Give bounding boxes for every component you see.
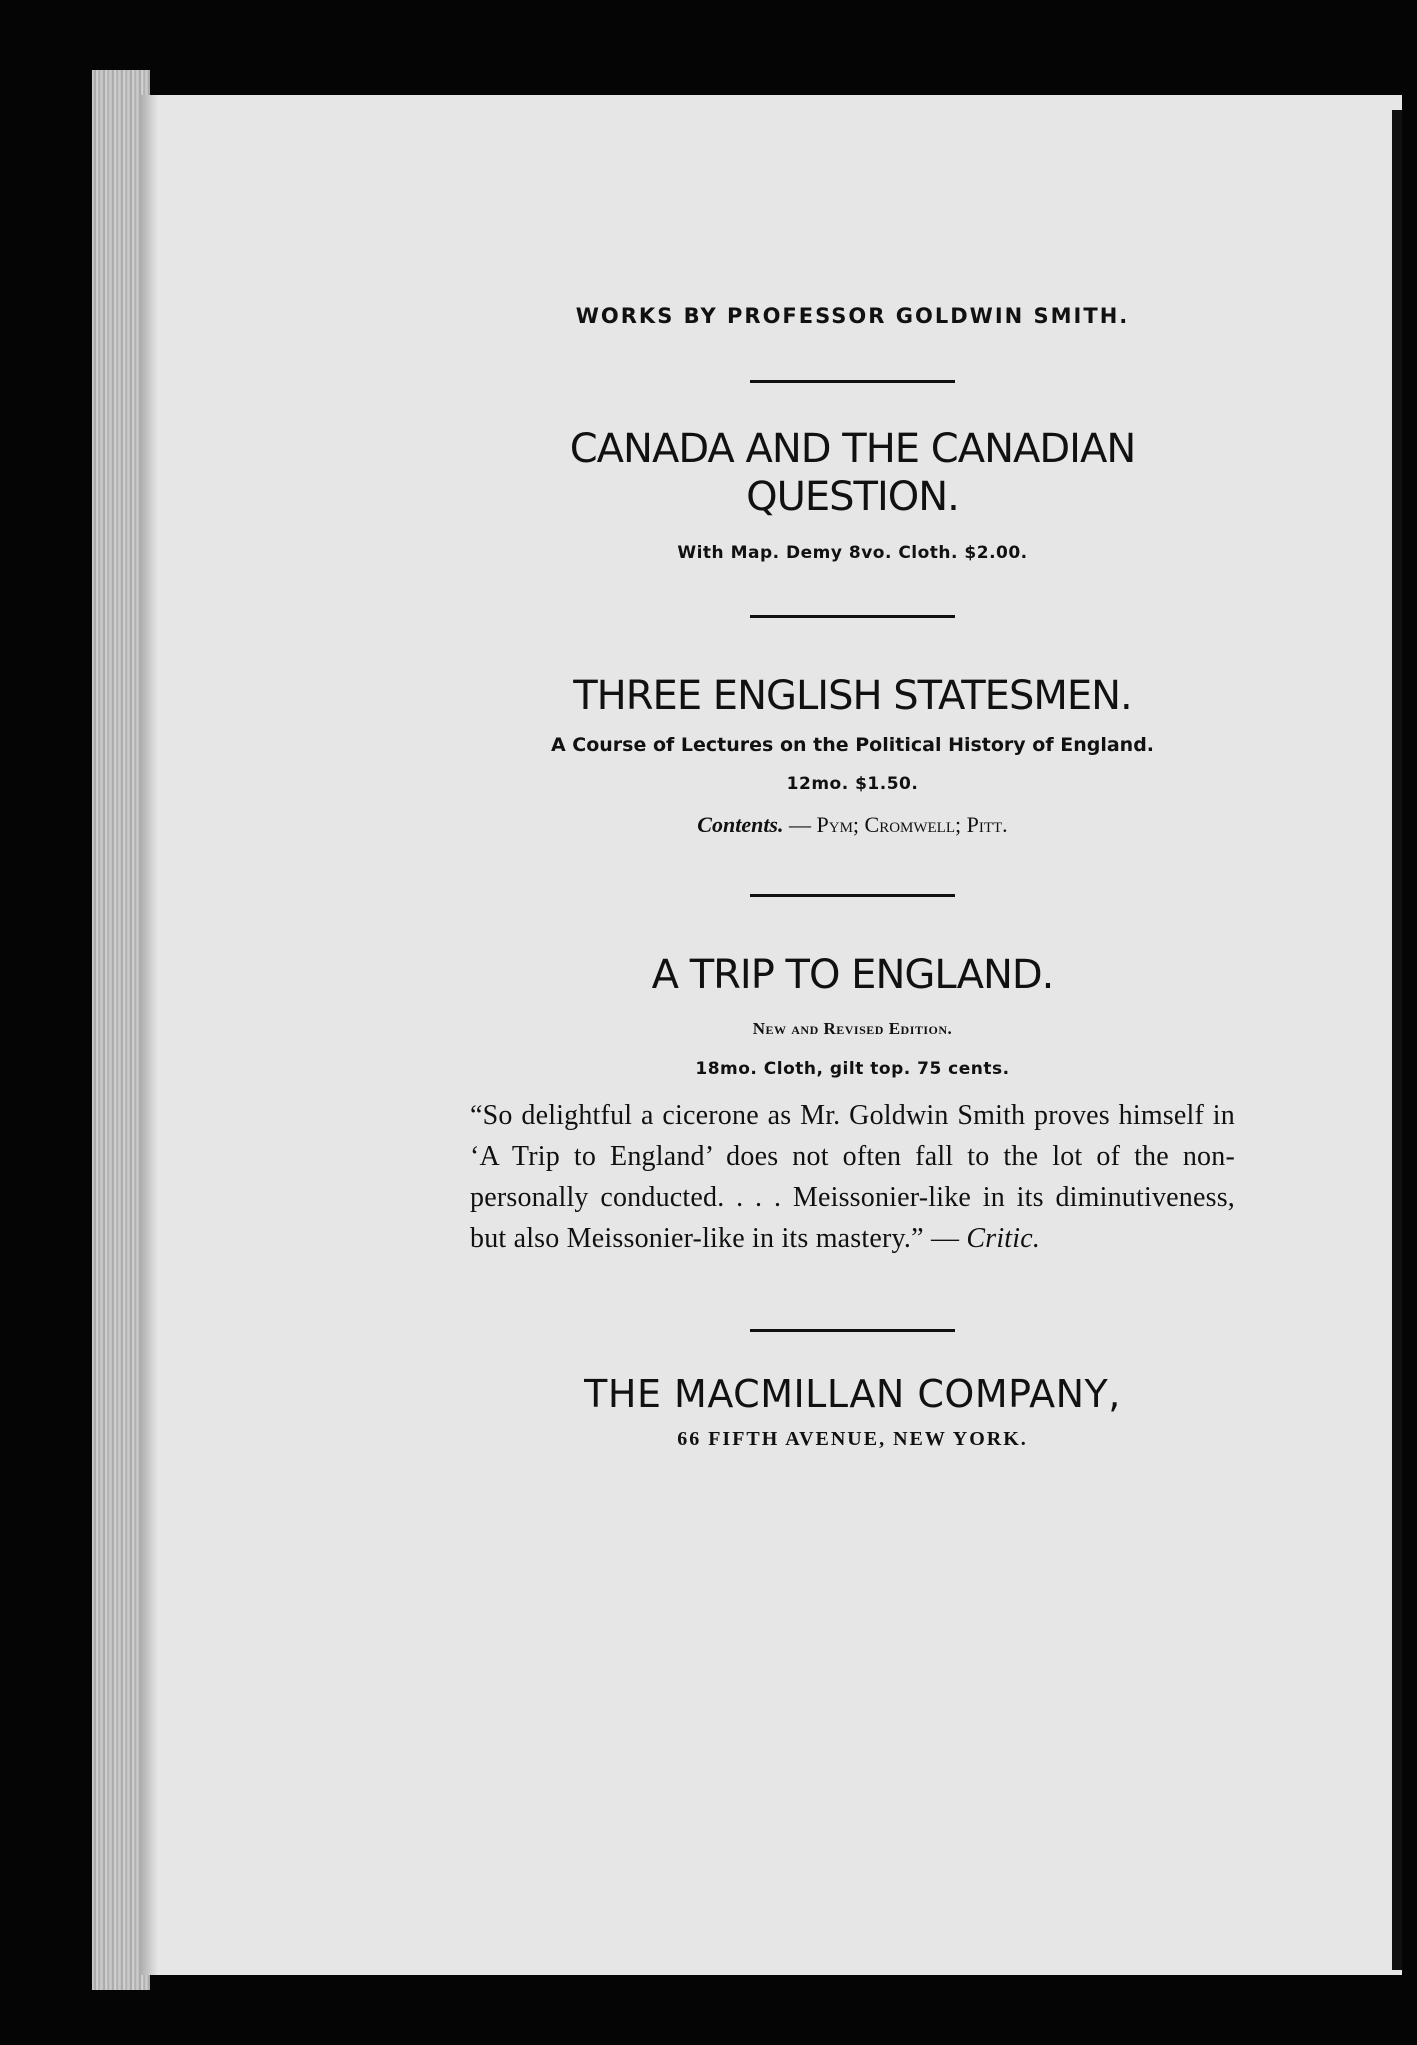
divider-rule — [750, 894, 955, 897]
book-title-line: CANADA AND THE CANADIAN — [569, 426, 1136, 472]
review-quote — [470, 1095, 1235, 1259]
book-contents-statesmen — [470, 812, 1235, 838]
book-title-trip: A TRIP TO ENGLAND. — [651, 952, 1054, 998]
book-title-statesmen: THREE ENGLISH STATESMEN. — [573, 673, 1132, 719]
book-title-canada — [470, 425, 1235, 521]
book-spec-canada: With Map. Demy 8vo. Cloth. $2.00. — [677, 543, 1028, 563]
book-spec-statesmen: 12mo. $1.50. — [786, 774, 919, 794]
page-edge — [1392, 110, 1402, 1970]
advertisement-content — [470, 290, 1235, 1451]
divider-rule — [750, 615, 955, 618]
publisher-name: THE MACMILLAN COMPANY, — [584, 1372, 1121, 1416]
quote-source: Critic. — [966, 1223, 1041, 1254]
publisher-address: 66 FIFTH AVENUE, NEW YORK. — [677, 1428, 1028, 1450]
book-spec-trip: 18mo. Cloth, gilt top. 75 cents. — [695, 1059, 1010, 1079]
divider-rule — [750, 380, 955, 383]
quote-text: “So delightful a cicerone as Mr. Goldwin Smith proves himself in ‘A Trip to England’ does not often fall to the lot of the non-personally conducted. . . . Meissonier-like in its diminutiveness, but also Meissonier-like in its mastery.” — — [470, 1100, 1235, 1254]
book-edition-trip: New and Revised Edition. — [752, 1019, 953, 1038]
contents-label: Contents. — [697, 812, 784, 837]
divider-rule — [750, 1329, 955, 1332]
series-title: WORKS BY PROFESSOR GOLDWIN SMITH. — [575, 304, 1130, 328]
book-title-line: QUESTION. — [746, 474, 959, 520]
book-subtitle-statesmen: A Course of Lectures on the Political History of England. — [550, 734, 1155, 756]
gutter-shadow — [140, 95, 158, 1975]
contents-names: — Pym; Cromwell; Pitt. — [789, 812, 1008, 837]
